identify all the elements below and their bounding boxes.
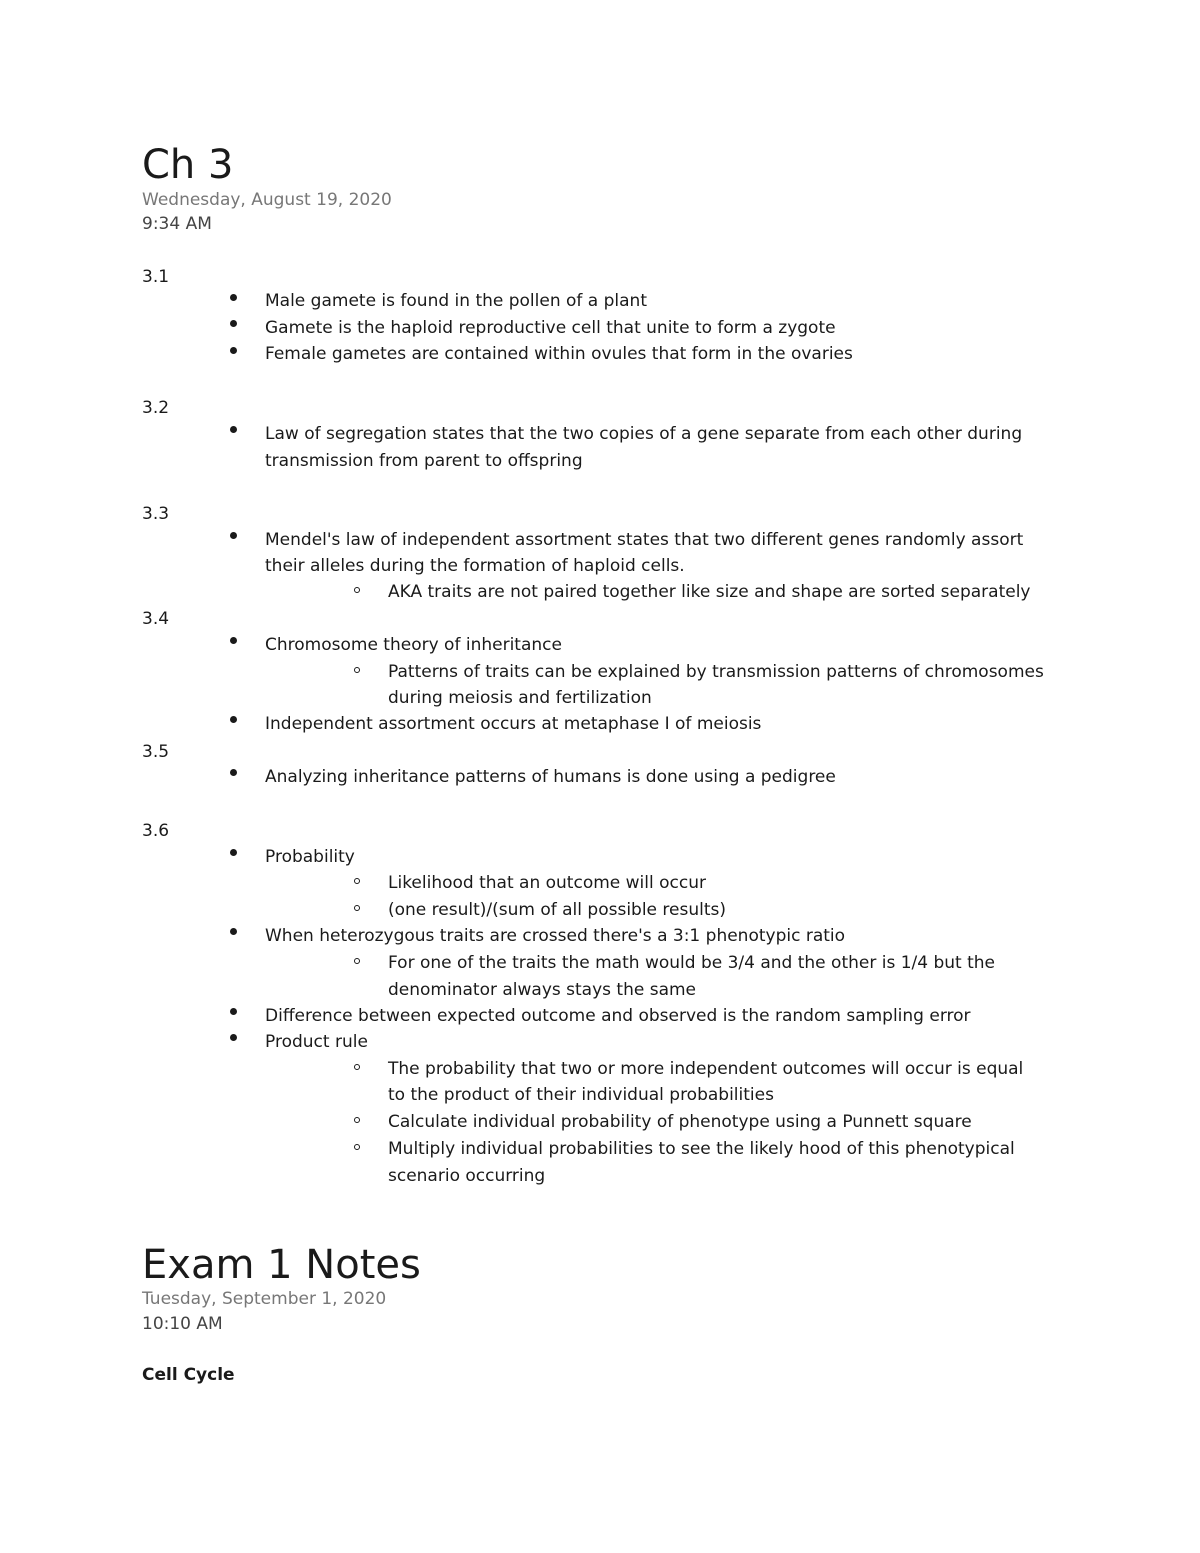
sub-list-item-continuation: scenario occurring [388, 1166, 546, 1186]
sub-list-item-continuation: denominator always stays the same [388, 980, 697, 1000]
list-item: Male gamete is found in the pollen of a plant [265, 291, 648, 311]
sub-list-item: Likelihood that an outcome will occur [388, 873, 706, 893]
page-date: Tuesday, September 1, 2020 [142, 1289, 387, 1309]
page-time: 10:10 AM [142, 1314, 223, 1334]
section-label: 3.4 [142, 609, 170, 629]
list-item: Gamete is the haploid reproductive cell that unite to form a zygote [265, 318, 836, 338]
sub-bullet-icon [354, 1144, 360, 1150]
bullet-icon [230, 426, 237, 433]
list-item: Law of segregation states that the two copies of a gene separate from each other during [265, 424, 1023, 444]
list-item: Difference between expected outcome and observed is the random sampling error [265, 1006, 971, 1026]
sub-bullet-icon [354, 1117, 360, 1123]
sub-list-item: Multiply individual probabilities to see the likely hood of this phenotypical [388, 1139, 1015, 1159]
bullet-icon [230, 532, 237, 539]
sub-list-item: (one result)/(sum of all possible results) [388, 900, 726, 920]
list-item: Product rule [265, 1032, 368, 1052]
sub-list-item: For one of the traits the math would be 3/4 and the other is 1/4 but the [388, 953, 996, 973]
sub-list-item: AKA traits are not paired together like size and shape are sorted separately [388, 582, 1031, 602]
bullet-icon [230, 294, 237, 301]
sub-list-item-continuation: to the product of their individual probabilities [388, 1085, 774, 1105]
sub-list-item: Patterns of traits can be explained by transmission patterns of chromosomes [388, 662, 1044, 682]
page-date: Wednesday, August 19, 2020 [142, 190, 392, 210]
bullet-icon [230, 716, 237, 723]
bullet-icon [230, 637, 237, 644]
section-heading: Cell Cycle [142, 1365, 235, 1385]
bullet-icon [230, 347, 237, 354]
page-time: 9:34 AM [142, 214, 212, 234]
section-label: 3.5 [142, 742, 170, 762]
list-item: Probability [265, 847, 355, 867]
bullet-icon [230, 849, 237, 856]
list-item-continuation: their alleles during the formation of haploid cells. [265, 556, 685, 576]
sub-bullet-icon [354, 1064, 360, 1070]
list-item: Mendel's law of independent assortment states that two different genes randomly assort [265, 530, 1024, 550]
list-item: Independent assortment occurs at metaphase I of meiosis [265, 714, 762, 734]
sub-bullet-icon [354, 905, 360, 911]
list-item: Chromosome theory of inheritance [265, 635, 562, 655]
section-label: 3.2 [142, 398, 170, 418]
bullet-icon [230, 769, 237, 776]
sub-bullet-icon [354, 667, 360, 673]
list-item: Analyzing inheritance patterns of humans is done using a pedigree [265, 767, 836, 787]
sub-bullet-icon [354, 878, 360, 884]
section-label: 3.6 [142, 821, 170, 841]
bullet-icon [230, 320, 237, 327]
section-label: 3.3 [142, 504, 170, 524]
sub-bullet-icon [354, 587, 360, 593]
bullet-icon [230, 1034, 237, 1041]
sub-list-item: Calculate individual probability of phenotype using a Punnett square [388, 1112, 972, 1132]
bullet-icon [230, 1008, 237, 1015]
section-label: 3.1 [142, 267, 170, 287]
sub-list-item: The probability that two or more independent outcomes will occur is equal [388, 1059, 1024, 1079]
sub-list-item-continuation: during meiosis and fertilization [388, 688, 652, 708]
bullet-icon [230, 928, 237, 935]
list-item: When heterozygous traits are crossed there's a 3:1 phenotypic ratio [265, 926, 846, 946]
sub-bullet-icon [354, 958, 360, 964]
page-title: Ch 3 [142, 142, 234, 188]
page-title: Exam 1 Notes [142, 1242, 421, 1288]
list-item-continuation: transmission from parent to offspring [265, 451, 583, 471]
list-item: Female gametes are contained within ovules that form in the ovaries [265, 344, 853, 364]
